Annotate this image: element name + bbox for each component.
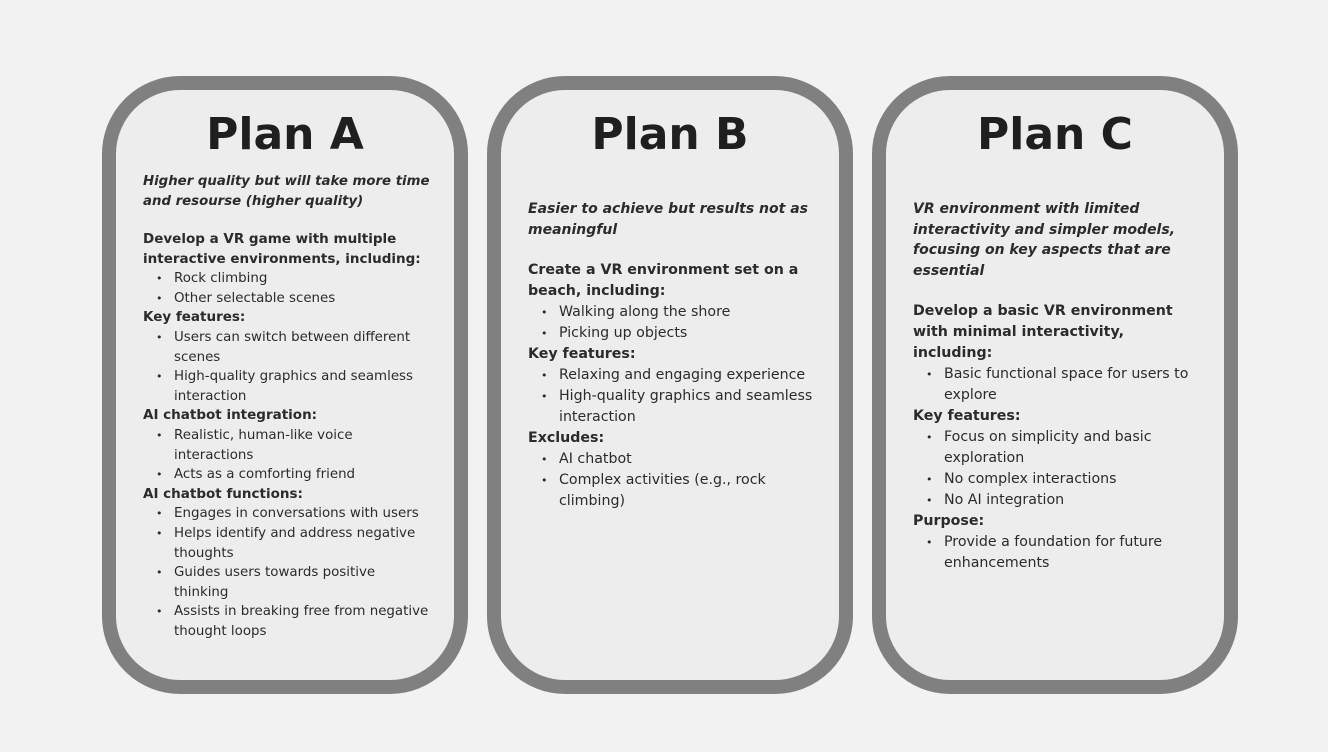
plan-intro: Develop a VR game with multiple interactive environments, including: (143, 231, 421, 267)
list-item: • Guides users towards positive thinking (143, 563, 433, 602)
section-list (528, 365, 818, 428)
section-heading: AI chatbot functions: (143, 485, 303, 502)
list-item: • AI chatbot (528, 449, 818, 470)
section-heading: Key features: (528, 346, 636, 362)
list-item: • Acts as a comforting friend (143, 465, 433, 485)
list-item: • High-quality graphics and seamless interaction (528, 386, 818, 428)
section-heading: Excludes: (528, 430, 605, 446)
list-item: • Rock climbing (143, 269, 433, 289)
plan-title: Plan B (591, 109, 749, 160)
section-list (143, 328, 433, 406)
section-heading: Key features: (143, 309, 246, 326)
plan-a-card (102, 76, 468, 694)
plan-intro: Develop a basic VR environment with minimal interactivity, including: (913, 303, 1173, 361)
list-item: • Picking up objects (528, 323, 818, 344)
section-list (143, 426, 433, 485)
list-item: • Provide a foundation for future enhancements (913, 532, 1203, 574)
list-item: • Basic functional space for users to explore (913, 364, 1203, 406)
section-list (913, 532, 1203, 574)
plan-summary: VR environment with limited interactivity and simpler models, focusing on key aspects that are essential (913, 201, 1176, 279)
section-heading: AI chatbot integration: (143, 407, 318, 424)
list-item: • Complex activities (e.g., rock climbing) (528, 470, 818, 512)
list-item: • Engages in conversations with users (143, 504, 433, 524)
intro-list (143, 269, 433, 308)
list-item: • No complex interactions (913, 469, 1203, 490)
plan-c-card (872, 76, 1238, 694)
plan-title: Plan C (977, 109, 1133, 160)
list-item: • Helps identify and address negative thoughts (143, 524, 433, 563)
section-list (143, 504, 433, 641)
list-item: • Realistic, human-like voice interactions (143, 426, 433, 465)
plan-summary: Easier to achieve but results not as meaningful (528, 201, 808, 238)
plan-content (143, 172, 433, 641)
list-item: • Users can switch between different scenes (143, 328, 433, 367)
intro-list (528, 302, 818, 344)
list-item: • No AI integration (913, 490, 1203, 511)
section-list (913, 427, 1203, 511)
list-item: • Assists in breaking free from negative thought loops (143, 602, 433, 641)
section-heading: Key features: (913, 408, 1021, 424)
plan-content (913, 199, 1203, 574)
plan-intro: Create a VR environment set on a beach, including: (528, 262, 799, 299)
list-item: • Focus on simplicity and basic exploration (913, 427, 1203, 469)
list-item: • High-quality graphics and seamless interaction (143, 367, 433, 406)
section-heading: Purpose: (913, 513, 985, 529)
intro-list (913, 364, 1203, 406)
plan-b-card (487, 76, 853, 694)
list-item: • Other selectable scenes (143, 289, 433, 309)
plan-title: Plan A (206, 109, 364, 160)
list-item: • Walking along the shore (528, 302, 818, 323)
section-list (528, 449, 818, 512)
list-item: • Relaxing and engaging experience (528, 365, 818, 386)
plan-content (528, 199, 818, 512)
plan-summary: Higher quality but will take more time and resourse (higher quality) (143, 174, 430, 209)
